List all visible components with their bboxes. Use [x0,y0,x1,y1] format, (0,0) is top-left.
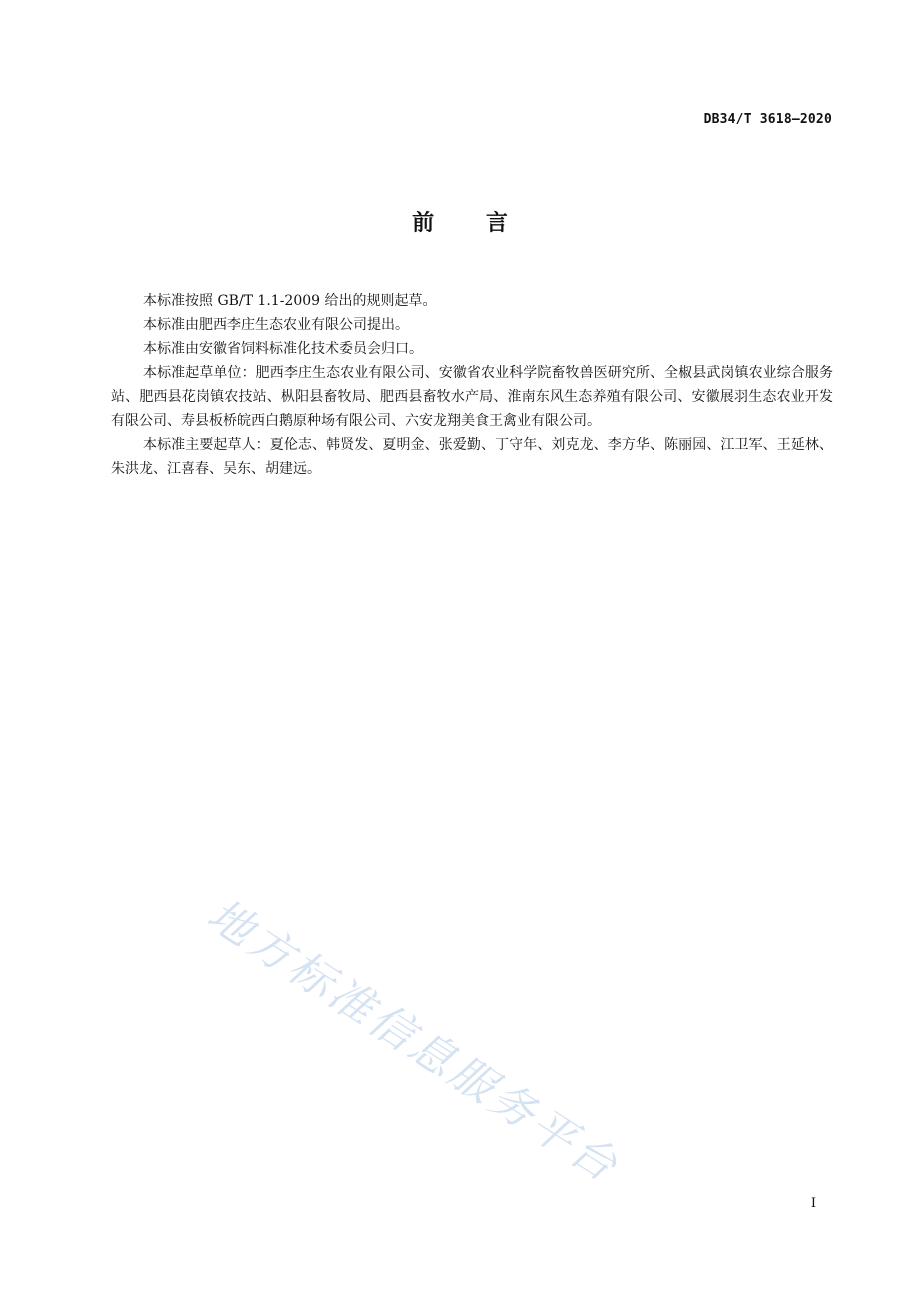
paragraph-drafters: 本标准主要起草人：夏伦志、韩贤发、夏明金、张爱勤、丁守年、刘克龙、李方华、陈丽园、江卫军、王延林、朱洪龙、江喜春、吴东、胡建远。 [111,437,833,477]
page-number: I [810,1196,816,1211]
page-title: 前 言 [412,211,530,236]
paragraph-administrator: 本标准由安徽省饲料标准化技术委员会归口。 [143,341,423,357]
document-code: DB34/T 3618—2020 [703,112,832,127]
paragraph-drafting-units: 本标准起草单位：肥西李庄生态农业有限公司、安徽省农业科学院畜牧兽医研究所、全椒县武岗镇农业综合服务站、肥西县花岗镇农技站、枞阳县畜牧局、肥西县畜牧水产局、淮南东风生态养殖有限公司、安徽展羽生态农业开发有限公司、寿县板桥皖西白鹅原种场有限公司、六安龙翔美食王禽业有限公司。 [111,365,833,429]
watermark: 地方标准信息服务平台 [198,889,629,1194]
preface-body [111,289,833,481]
paragraph-proposer: 本标准由肥西李庄生态农业有限公司提出。 [143,317,409,333]
paragraph-drafting-rules: 本标准按照 GB/T 1.1-2009 给出的规则起草。 [143,293,437,309]
